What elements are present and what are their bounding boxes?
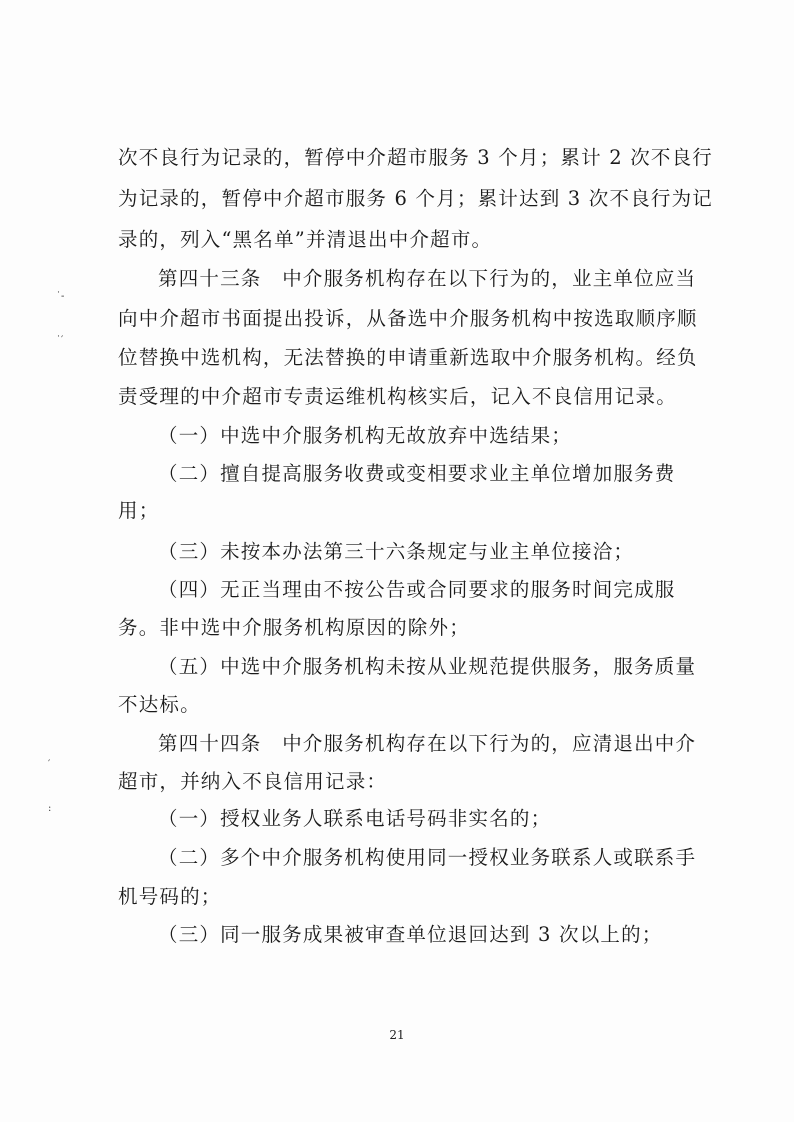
list-item: （二）擅自提高服务收费或变相要求业主单位增加服务费 bbox=[158, 462, 676, 485]
list-item: （一）中选中介服务机构无故放弃中选结果； bbox=[158, 424, 573, 447]
body-line: 超市，并纳入不良信用记录： bbox=[118, 770, 388, 793]
body-line: 不达标。 bbox=[118, 693, 201, 716]
body-line: 录的，列入“黑名单”并清退出中介超市。 bbox=[118, 228, 493, 251]
list-item: （四）无正当理由不按公告或合同要求的服务时间完成服 bbox=[158, 578, 676, 601]
scan-mark: ˙′ bbox=[56, 335, 64, 346]
body-line: 为记录的，暂停中介超市服务 6 个月；累计达到 3 次不良行为记 bbox=[118, 187, 714, 210]
article-44-heading: 第四十四条 中介服务机构存在以下行为的，应清退出中介 bbox=[158, 732, 697, 755]
article-43-heading: 第四十三条 中介服务机构存在以下行为的，业主单位应当 bbox=[158, 267, 697, 290]
body-line: 次不良行为记录的，暂停中介超市服务 3 个月；累计 2 次不良行 bbox=[118, 146, 714, 169]
body-line: 用； bbox=[118, 499, 160, 522]
scan-mark: : bbox=[48, 803, 52, 814]
list-item: （一）授权业务人联系电话号码非实名的； bbox=[158, 807, 552, 830]
body-line: 务。非中选中介服务机构原因的除外； bbox=[118, 616, 470, 639]
page-number: 21 bbox=[389, 1028, 405, 1042]
body-line: 机号码的； bbox=[118, 885, 222, 908]
body-line: 位替换中选机构，无法替换的申请重新选取中介服务机构。经负 bbox=[118, 346, 698, 369]
scan-mark: ′ bbox=[48, 759, 51, 770]
list-item: （三）未按本办法第三十六条规定与业主单位接洽； bbox=[158, 540, 635, 563]
body-line: 责受理的中介超市专责运维机构核实后，记入不良信用记录。 bbox=[118, 385, 677, 408]
scan-mark: ˙- bbox=[56, 291, 65, 302]
list-item: （二）多个中介服务机构使用同一授权业务联系人或联系手 bbox=[158, 846, 697, 869]
list-item: （五）中选中介服务机构未按从业规范提供服务，服务质量 bbox=[158, 655, 697, 678]
list-item: （三）同一服务成果被审查单位退回达到 3 次以上的； bbox=[158, 923, 663, 946]
body-line: 向中介超市书面提出投诉，从备选中介服务机构中按选取顺序顺 bbox=[118, 307, 698, 330]
